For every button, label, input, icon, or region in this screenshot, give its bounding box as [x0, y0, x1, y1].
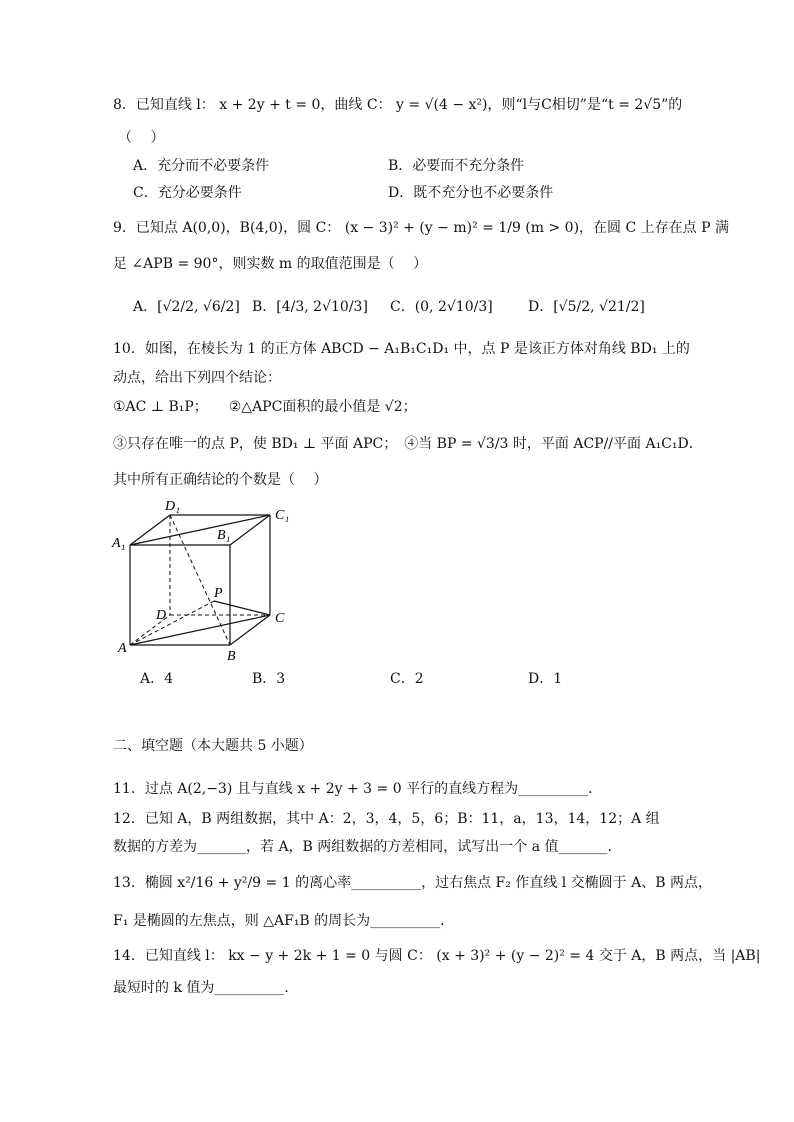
q10-conclusions-1-2: ①AC ⊥ B₁P； ②△APC面积的最小值是 √2；: [113, 399, 417, 415]
q9-stem-line2: 足 ∠APB = 90°，则实数 m 的取值范围是（ ）: [113, 256, 428, 272]
q8-stem: 8．已知直线 l： x + 2y + t = 0，曲线 C： y = √(4 − x²)，则“l与C相切”是“t = 2√5”的: [113, 97, 683, 113]
label-b1: B₁: [217, 528, 231, 543]
q14-line2: 最短时的 k 值为__________．: [113, 980, 299, 996]
q10-option-b: B．3: [252, 671, 286, 687]
q8-option-c: C．充分必要条件: [133, 185, 242, 201]
q8-option-a: A．充分而不必要条件: [133, 158, 270, 174]
q8-option-d: D．既不充分也不必要条件: [388, 185, 554, 201]
q11-text: 11．过点 A(2,−3) 且与直线 x + 2y + 3 = 0 平行的直线方程为__________．: [113, 781, 603, 797]
q9-option-c: C．(0, 2√10/3]: [390, 299, 493, 315]
q10-conclusions-3-4: ③只存在唯一的点 P，使 BD₁ ⊥ 平面 APC； ④当 BP = √3/3 时，平面 ACP//平面 A₁C₁D．: [113, 436, 703, 452]
q9-stem-line1: 9．已知点 A(0,0)，B(4,0)，圆 C： (x − 3)² + (y − m)² = 1/9 (m > 0)，在圆 C 上存在点 P 满: [113, 220, 729, 236]
q9-option-a: A．[√2/2, √6/2]: [133, 299, 240, 315]
q8-option-b: B．必要而不充分条件: [388, 158, 525, 174]
label-c1: C₁: [275, 508, 290, 523]
label-d: D: [156, 608, 167, 623]
q13-line1: 13．椭圆 x²/16 + y²/9 = 1 的离心率__________，过右焦点 F₂ 作直线 l 交椭圆于 A、B 两点，: [113, 875, 712, 891]
label-a1: A₁: [112, 536, 126, 551]
q10-option-d: D．1: [528, 671, 563, 687]
q12-line2: 数据的方差为_______，若 A，B 两组数据的方差相同，试写出一个 a 值_______．: [113, 839, 622, 855]
label-b: B: [227, 649, 236, 664]
q9-option-b: B．[4/3, 2√10/3]: [252, 299, 368, 315]
q9-option-d: D．[√5/2, √21/2]: [528, 299, 645, 315]
q10-stem-line5: 其中所有正确结论的个数是（ ）: [113, 472, 328, 488]
q10-option-c: C．2: [390, 671, 424, 687]
label-c: C: [275, 611, 285, 626]
label-a: A: [118, 641, 127, 656]
q13-line2: F₁ 是椭圆的左焦点，则 △AF₁B 的周长为__________．: [113, 913, 455, 929]
label-d1: D₁: [165, 499, 180, 514]
q12-line1: 12．已知 A，B 两组数据，其中 A：2，3，4，5，6；B：11，a，13，14，12；A 组: [113, 811, 660, 827]
q8-answer-paren: （ ）: [118, 130, 165, 146]
q10-stem-line2: 动点，给出下列四个结论：: [113, 370, 281, 386]
q10-stem-line1: 10．如图，在棱长为 1 的正方体 ABCD − A₁B₁C₁D₁ 中，点 P 是该正方体对角线 BD₁ 上的: [113, 341, 690, 357]
section2-title: 二、填空题（本大题共 5 小题）: [113, 738, 313, 754]
label-p: P: [214, 586, 223, 601]
q10-option-a: A．4: [140, 671, 174, 687]
q14-line1: 14．已知直线 l： kx − y + 2k + 1 = 0 与圆 C： (x + 3)² + (y − 2)² = 4 交于 A，B 两点，当 |AB|: [113, 948, 761, 964]
cube-figure: [110, 495, 300, 665]
